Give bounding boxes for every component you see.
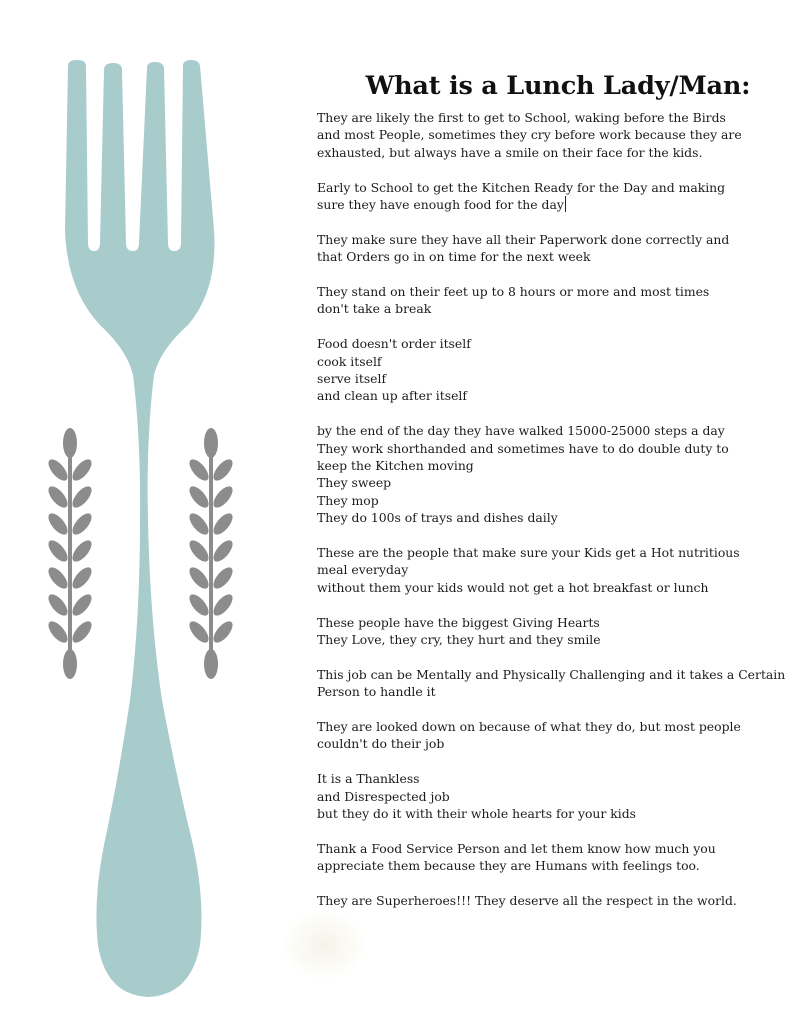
stanza: [317, 231, 797, 266]
text-line: keep the Kitchen moving: [317, 458, 474, 474]
text-line: and Disrespected job: [317, 788, 450, 804]
text-line: cook itself: [317, 353, 382, 369]
leaf-sprig-icon: [186, 428, 236, 679]
text-line: couldn't do their job: [317, 736, 445, 752]
text-line: They sweep: [317, 475, 392, 491]
text-line: sure they have enough food for the day: [317, 197, 564, 213]
text-line: This job can be Mentally and Physically Challenging and it takes a Certain: [317, 666, 786, 682]
text-line: They make sure they have all their Paperwork done correctly and: [317, 231, 730, 247]
text-line: exhausted, but always have a smile on their face for the kids.: [317, 144, 703, 160]
page-title: What is a Lunch Lady/Man:: [365, 71, 751, 102]
text-line: Food doesn't order itself: [317, 336, 471, 352]
stanza: [317, 109, 797, 161]
text-line: without them your kids would not get a hot breakfast or lunch: [317, 579, 709, 595]
text-line: Thank a Food Service Person and let them know how much you: [317, 840, 716, 856]
stanza: [317, 770, 797, 822]
stanza: [317, 179, 797, 214]
text-line: These people have the biggest Giving Hearts: [317, 614, 600, 630]
text-line: that Orders go in on time for the next week: [317, 249, 591, 265]
text-line: They are Superheroes!!! They deserve all the respect in the world.: [317, 893, 737, 909]
stanza: [317, 892, 797, 909]
text-line: They stand on their feet up to 8 hours or more and most times: [317, 284, 710, 300]
text-line: They are likely the first to get to School, waking before the Birds: [317, 110, 726, 125]
text-cursor: [565, 196, 566, 212]
text-line: but they do it with their whole hearts for your kids: [317, 806, 637, 822]
text-line: They Love, they cry, they hurt and they smile: [317, 632, 601, 648]
stanza: [317, 840, 797, 875]
stanza: [317, 335, 797, 405]
leaf-sprig-icon: [45, 428, 95, 679]
text-line: meal everyday: [317, 562, 409, 578]
text-line: They work shorthanded and sometimes have to do double duty to: [317, 440, 729, 456]
stanza: [317, 614, 797, 649]
text-line: These are the people that make sure your Kids get a Hot nutritious: [317, 545, 740, 561]
stanza: [317, 283, 797, 318]
text-line: serve itself: [317, 371, 387, 387]
text-line: They mop: [317, 492, 379, 508]
text-line: They do 100s of trays and dishes daily: [317, 510, 558, 526]
fork-icon: [65, 60, 214, 997]
stanza: [317, 544, 797, 596]
text-line: They are looked down on because of what they do, but most people: [317, 719, 741, 735]
text-line: don't take a break: [317, 301, 432, 317]
text-line: appreciate them because they are Humans with feelings too.: [317, 858, 700, 874]
text-line: Person to handle it: [317, 684, 436, 700]
text-line: and clean up after itself: [317, 388, 467, 404]
stanza: [317, 422, 797, 526]
poem-body: [317, 109, 797, 927]
stanza: [317, 718, 797, 753]
decoration-art: [0, 0, 300, 1024]
text-line: Early to School to get the Kitchen Ready for the Day and making: [317, 179, 726, 195]
text-line: It is a Thankless: [317, 771, 420, 787]
text-line: and most People, sometimes they cry before work because they are: [317, 127, 742, 143]
text-line: by the end of the day they have walked 15000-25000 steps a day: [317, 423, 725, 439]
stanza: [317, 666, 797, 701]
